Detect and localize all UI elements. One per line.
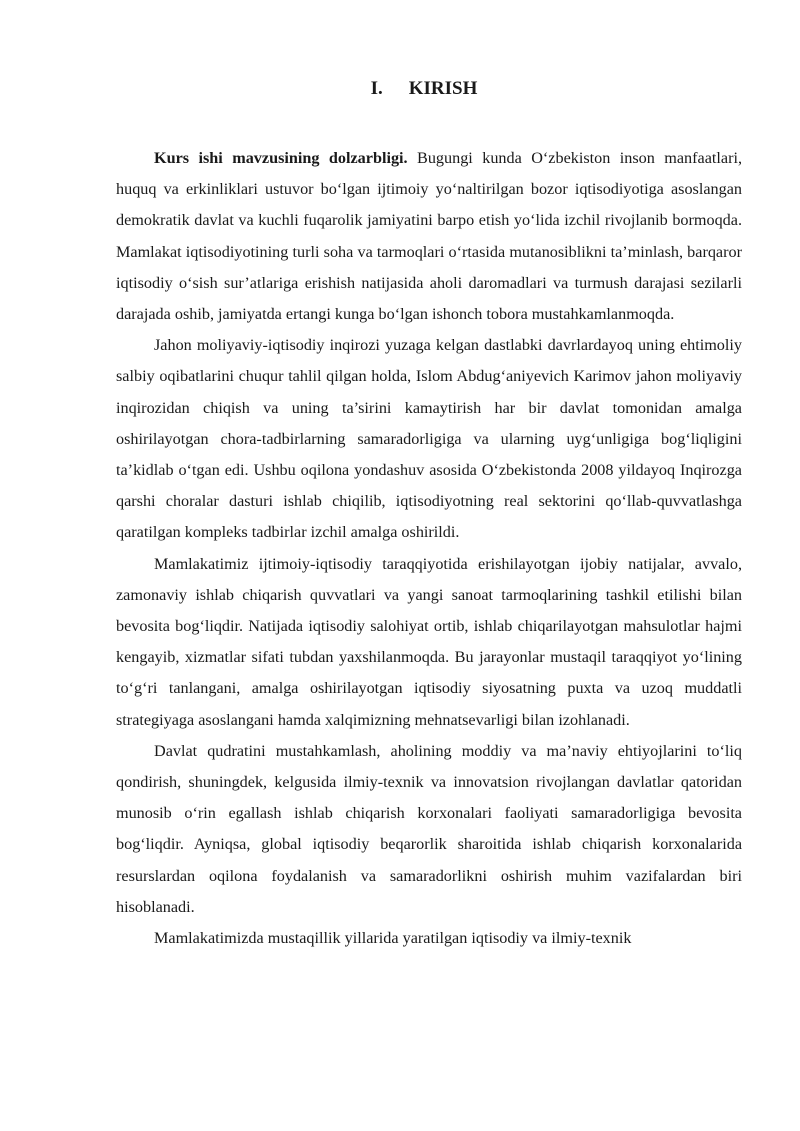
section-heading <box>0 78 800 100</box>
section-title: KIRISH <box>408 78 478 99</box>
paragraph-text: Mamlakatimiz ijtimoiy-iqtisodiy taraqqiyotida erishilayotgan ijobiy natijalar, avvalo, zamonaviy ishlab chiqarish quvvatlari va yangi sanoat tarmoqlarining tashkil etilishi bilan bevosita bog‘liqdir. Natijada iqtisodiy salohiyat ortib, ishlab chiqarilayotgan mahsulotlar hajmi kengayib, xizmatlar sifati tubdan yaxshilanmoqda. Bu jarayonlar mustaqil taraqqiyot yo‘lining to‘g‘ri tanlangani, amalga oshirilayotgan iqtisodiy siyosatning puxta va uzoq muddatli strategiyaga asoslangani hamda xalqimizning mehnatsevarligi bilan izohlanadi. <box>116 554 742 729</box>
paragraph <box>116 549 742 736</box>
paragraph <box>116 736 742 923</box>
paragraph-lead: Kurs ishi mavzusining dolzarbligi. <box>154 149 408 167</box>
section-number: I. <box>370 78 383 99</box>
paragraph-text: Jahon moliyaviy-iqtisodiy inqirozi yuzaga kelgan dastlabki davrlardayoq uning ehtimoliy salbiy oqibatlarini chuqur tahlil qilgan holda, Islom Abdug‘aniyevich Karimov jahon moliyaviy inqirozidan chiqish va uning ta’sirini kamaytirish har bir davlat tomonidan amalga oshirilayotgan chora-tadbirlarning samaradorligiga va ularning uyg‘unligiga bog‘liqligini ta’kidlab o‘tgan edi. Ushbu oqilona yondashuv asosida O‘zbekistonda 2008 yildayoq Inqirozga qarshi choralar dasturi ishlab chiqilib, iqtisodiyotning real sektorini qo‘llab-quvvatlashga qaratilgan kompleks tadbirlar izchil amalga oshirildi. <box>116 336 742 542</box>
paragraph-text: Bugungi kunda O‘zbekiston inson manfaatlari, huquq va erkinliklari ustuvor bo‘lgan ijtimoiy yo‘naltirilgan bozor iqtisodiyotiga asoslangan demokratik davlat va kuchli fuqarolik jamiyatini barpo etish yo‘lida izchil rivojlanib bormoqda. Mamlakat iqtisodiyotining turli soha va tarmoqlari o‘rtasida mutanosiblikni ta’minlash, barqaror iqtisodiy o‘sish sur’atlariga erishish natijasida aholi daromadlari va turmush darajasi sezilarli darajada oshib, jamiyatda ertangi kunga bo‘lgan ishonch tobora mustahkamlanmoqda. <box>116 149 743 324</box>
paragraph <box>116 330 742 548</box>
paragraph <box>116 143 742 330</box>
body-text <box>116 143 742 954</box>
paragraph-text: Mamlakatimizda mustaqillik yillarida yaratilgan iqtisodiy va ilmiy-texnik <box>154 929 632 948</box>
paragraph <box>116 923 742 954</box>
paragraph-text: Davlat qudratini mustahkamlash, aholining moddiy va ma’naviy ehtiyojlarini to‘liq qondirish, shuningdek, kelgusida ilmiy-texnik va innovatsion rivojlangan davlatlar qatoridan munosib o‘rin egallash ishlab chiqarish korxonalari faoliyati samaradorligiga bevosita bog‘liqdir. Ayniqsa, global iqtisodiy beqarorlik sharoitida ishlab chiqarish korxonalarida resurslardan oqilona foydalanish va samaradorlikni oshirish muhim vazifalardan biri hisoblanadi. <box>116 741 742 916</box>
